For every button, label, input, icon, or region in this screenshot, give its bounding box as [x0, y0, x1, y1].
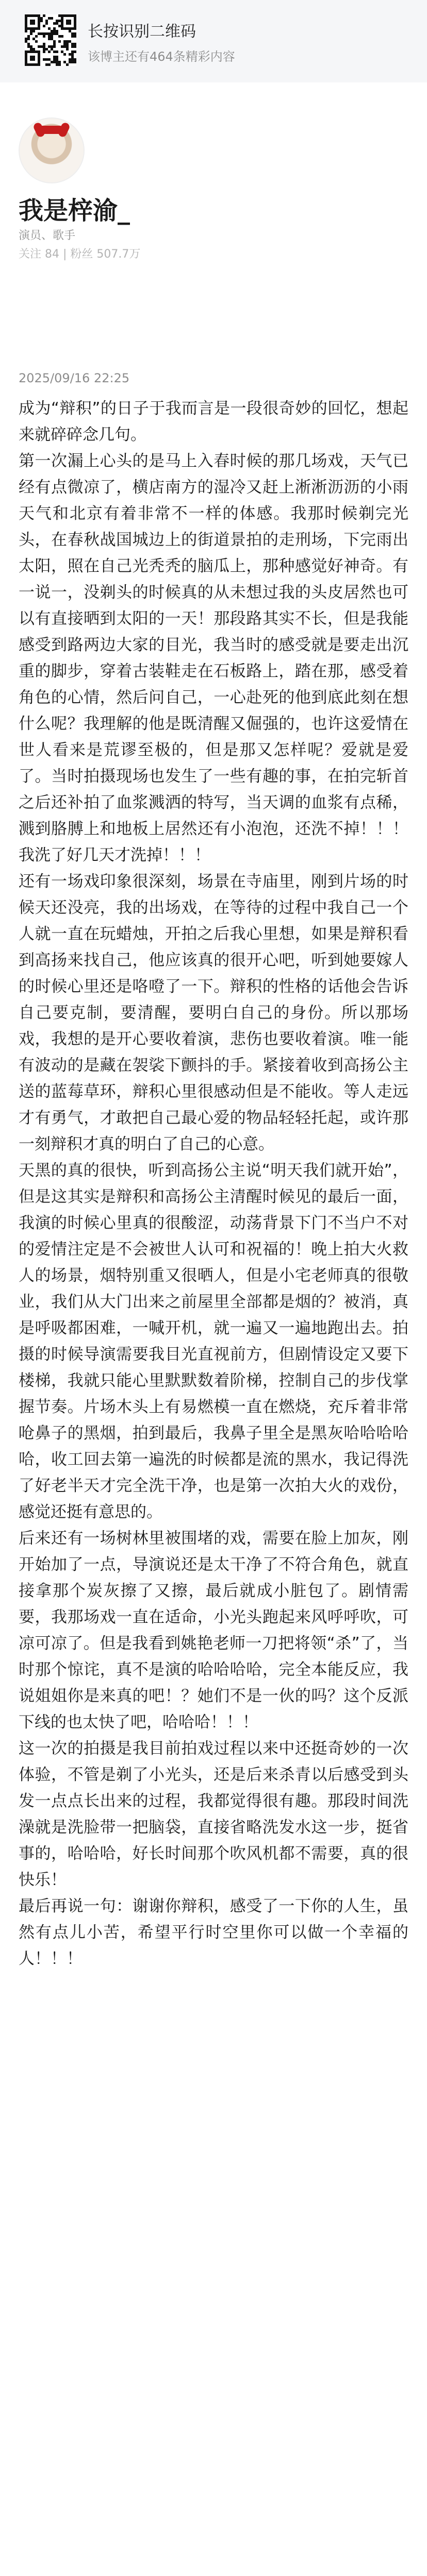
post-paragraph: 后来还有一场树林里被围堵的戏，需要在脸上加灰，刚开始加了一点，导演说还是太干净了不符合角色，就直接拿那个炭灰擦了又擦，最后就成小脏包了。剧情需要，我那场戏一直在适命，小光头跑起来风呼呼吹，可凉可凉了。但是我看到姚艳老师一刀把将领“杀”了，当时那个惊诧，真不是演的哈哈哈哈，完全本能反应，我说姐姐你是来真的吧！？她们不是一伙的吗？这个反派下线的也太快了吧，哈哈哈！！！ [19, 1529, 408, 1732]
profile-role: 演员、歌手 [19, 229, 76, 242]
profile-name[interactable]: 我是梓渝_ [19, 196, 130, 225]
post-date: 2025/09/16 22:25 [19, 371, 130, 385]
profile-stats: 关注 84 | 粉丝 507.7万 [19, 248, 141, 261]
post-paragraph: 第一次漏上心头的是马上入春时候的那几场戏，天气已经有点微凉了，横店南方的湿冷又赶上淅淅沥沥的小雨天气和北京有着非常不一样的体感。我那时候剃完光头，在春秋战国城边上的街道景拍的走刑场，下完雨出太阳，照在自己光秃秃的脑瓜上，那种感觉好神奇。有一说一，没剃头的时候真的从未想过我的头皮居然也可以有直接晒到太阳的一天！那段路其实不长，但是我能感受到路两边大家的目光，我当时的感受就是要走出沉重的脚步，穿着古装鞋走在石板路上，踏在那，感受着角色的心情，然后问自己，一心赴死的他到底此刻在想什么呢？我理解的他是既清醒又倔强的，也许这爱情在世人看来是荒谬至极的，但是那又怎样呢？爱就是爱了。当时拍摄现场也发生了一些有趣的事，在拍完斩首之后还补拍了血浆溅洒的特写，当天调的血浆有点稀，溅到胳膊上和地板上居然还有小泡泡，还洗不掉！！！我洗了好几天才洗掉！！！ [19, 452, 408, 865]
qr-banner-subtitle: 该博主还有464条精彩内容 [88, 49, 235, 64]
qr-code-icon[interactable] [25, 14, 76, 66]
post-paragraph: 这一次的拍摄是我目前拍戏过程以来中还挺奇妙的一次体验，不管是剃了小光头，还是后来杀青以后感受到头发一点点长出来的过程，我都觉得很有趣。那段时间洗澡就是洗脸带一把脑袋，直接省略洗发水这一步，挺省事的，哈哈哈，好长时间那个吹风机都不需要，真的很快乐！ [19, 1739, 408, 1889]
post-paragraph: 还有一场戏印象很深刻，场景在寺庙里，刚到片场的时候天还没亮，我的出场戏，在等待的过程中我自己一个人就一直在玩蜡烛，开拍之后我心里想，如果是辩积看到高扬来找自己，他应该真的很开心吧，听到她要嫁人的时候心里还是咯噔了一下。辩积的性格的话他会告诉自己要克制，要清醒，要明白自己的身份。所以那场戏，我想的是开心要收着演，悲伤也要收着演。唯一能有波动的是藏在袈裟下颤抖的手。紧接着收到高扬公主送的蓝莓草环，辩积心里很感动但是不能收。等人走远才有勇气，才敢把自己最心爱的物品轻轻托起，或许那一刻辩积才真的明白了自己的心意。 [19, 872, 408, 1154]
post-paragraph: 成为“辩积”的日子于我而言是一段很奇妙的回忆，想起来就碎碎念几句。 [19, 399, 408, 444]
qr-banner [0, 0, 427, 82]
post-paragraph: 天黑的真的很快，听到高扬公主说“明天我们就开始”，但是这其实是辩积和高扬公主清醒时候见的最后一面，我演的时候心里真的很酸涩，动荡背景下门不当户不对的爱情注定是不会被世人认可和祝福的！晚上拍大火救人的场景，烟特别重又很晒人，但是小宅老师真的很敬业，我们从大门出来之前屋里全部都是烟的？被消，真是呼吸都困难，一喊开机，就一遍又一遍地跑出去。拍摄的时候导演需要我目光直视前方，但剧情设定又要下楼梯，我就只能心里默默数着阶梯，控制自己的步伐掌握节奏。片场木头上有易燃模一直在燃烧，充斥着非常呛鼻子的黑烟，拍到最后，我鼻子里全是黑灰哈哈哈哈哈，收工回去第一遍洗的时候都是流的黑水，我记得洗了好老半天才完全洗干净，也是第一次拍大火的戏份，感觉还挺有意思的。 [19, 1161, 408, 1521]
qr-banner-title: 长按识别二维码 [88, 23, 196, 41]
post-body [19, 396, 408, 1972]
avatar[interactable] [19, 117, 85, 183]
post-paragraph: 最后再说一句：谢谢你辩积，感受了一下你的人生，虽然有点儿小苦，希望平行时空里你可以做一个幸福的人！！！ [19, 1897, 408, 1968]
